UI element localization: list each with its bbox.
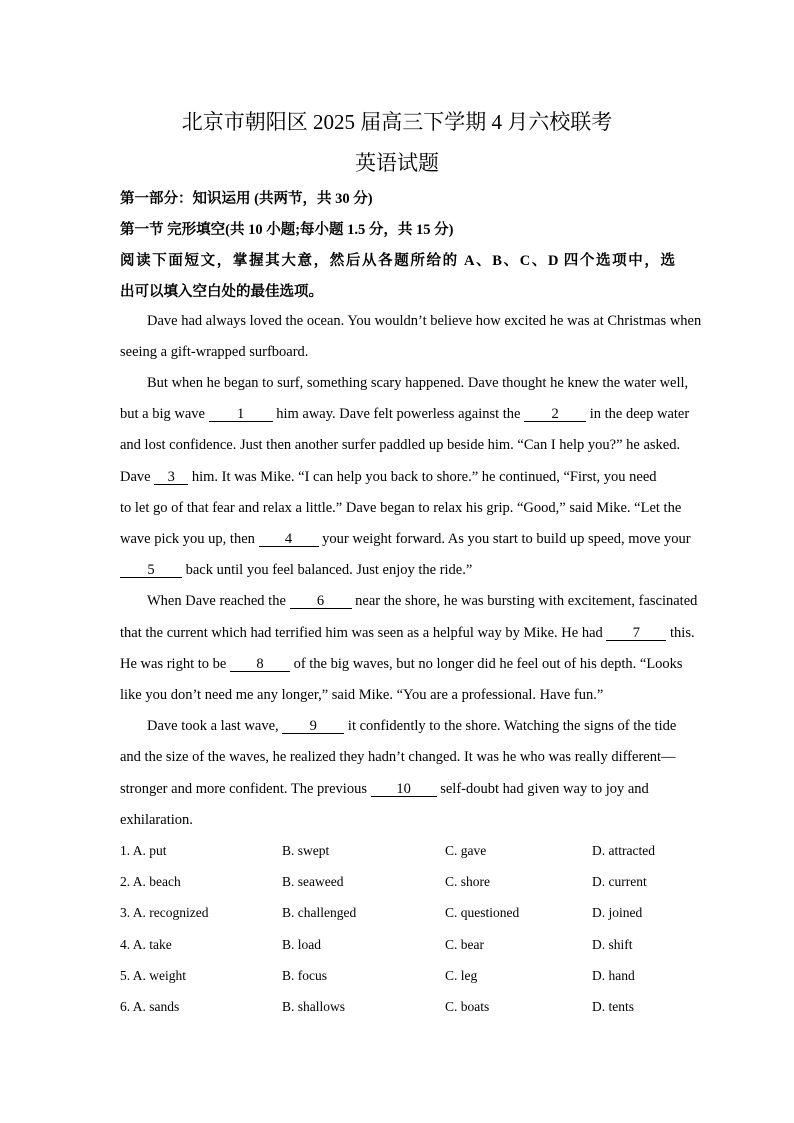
option-d[interactable]: D. joined <box>592 905 643 920</box>
part1-heading: 第一部分：知识运用 (共两节，共 30 分) <box>120 191 373 207</box>
option-b[interactable]: B. focus <box>282 968 327 983</box>
passage-line: stronger and more confident. The previous 10 self-doubt had given way to joy and <box>120 781 649 797</box>
option-a[interactable]: 5. A. weight <box>120 968 186 983</box>
option-a[interactable]: 4. A. take <box>120 937 172 952</box>
blank-4[interactable]: 4 <box>259 532 319 547</box>
passage-line: like you don’t need me any longer,” said Mike. “You are a professional. Have fun.” <box>120 687 604 703</box>
option-c[interactable]: C. bear <box>445 937 484 952</box>
exam-subtitle: 英语试题 <box>355 151 439 175</box>
passage-line: Dave 3 him. It was Mike. “I can help you back to shore.” he continued, “First, you need <box>120 469 657 485</box>
passage-line: But when he began to surf, something scary happened. Dave thought he knew the water well, <box>147 375 689 391</box>
passage-line: wave pick you up, then 4 your weight forward. As you start to build up speed, move your <box>120 531 691 547</box>
blank-9[interactable]: 9 <box>282 719 344 734</box>
blank-8[interactable]: 8 <box>230 657 290 672</box>
option-c[interactable]: C. boats <box>445 999 490 1014</box>
option-b[interactable]: B. load <box>282 937 321 952</box>
passage-line: When Dave reached the 6 near the shore, he was bursting with excitement, fascinated <box>147 593 698 609</box>
exam-title: 北京市朝阳区 2025 届高三下学期 4 月六校联考 <box>181 110 613 134</box>
section1-heading: 第一节 完形填空(共 10 小题;每小题 1.5 分，共 15 分) <box>120 222 454 238</box>
option-d[interactable]: D. attracted <box>592 843 655 858</box>
option-b[interactable]: B. swept <box>282 843 330 858</box>
blank-7[interactable]: 7 <box>606 626 666 641</box>
option-a[interactable]: 3. A. recognized <box>120 905 209 920</box>
passage-line: seeing a gift-wrapped surfboard. <box>120 344 309 360</box>
blank-5[interactable]: 5 <box>120 563 182 578</box>
option-c[interactable]: C. questioned <box>445 905 520 920</box>
instruction-line-2: 出可以填入空白处的最佳选项。 <box>120 284 323 300</box>
blank-3[interactable]: 3 <box>154 470 188 485</box>
passage-line: Dave took a last wave, 9 it confidently to the shore. Watching the signs of the tide <box>147 718 677 734</box>
option-a[interactable]: 1. A. put <box>120 843 167 858</box>
blank-1[interactable]: 1 <box>209 407 273 422</box>
option-b[interactable]: B. challenged <box>282 905 357 920</box>
option-b[interactable]: B. shallows <box>282 999 346 1014</box>
option-c[interactable]: C. gave <box>445 843 487 858</box>
option-c[interactable]: C. shore <box>445 874 490 889</box>
option-a[interactable]: 6. A. sands <box>120 999 180 1014</box>
passage-line: that the current which had terrified him was seen as a helpful way by Mike. He had 7 this. <box>120 625 695 641</box>
passage-line: and the size of the waves, he realized they hadn’t changed. It was he who was really different— <box>120 749 676 765</box>
passage-line: exhilaration. <box>120 812 193 828</box>
option-c[interactable]: C. leg <box>445 968 478 983</box>
passage-line: to let go of that fear and relax a little.” Dave began to relax his grip. “Good,” said Mike. “Let the <box>120 500 682 516</box>
option-d[interactable]: D. current <box>592 874 647 889</box>
passage-line: 5 back until you feel balanced. Just enjoy the ride.” <box>120 562 675 579</box>
passage-line: He was right to be 8 of the big waves, but no longer did he feel out of his depth. “Looks <box>120 656 683 672</box>
option-d[interactable]: D. shift <box>592 937 633 952</box>
passage-line: Dave had always loved the ocean. You wouldn’t believe how excited he was at Christmas when <box>147 313 702 329</box>
option-b[interactable]: B. seaweed <box>282 874 344 889</box>
passage-line: and lost confidence. Just then another surfer paddled up beside him. “Can I help you?” he asked. <box>120 437 681 453</box>
option-d[interactable]: D. hand <box>592 968 635 983</box>
instruction-line-1: 阅读下面短文，掌握其大意，然后从各题所给的 A、B、C、D 四个选项中，选 <box>120 253 675 269</box>
option-d[interactable]: D. tents <box>592 999 634 1014</box>
option-a[interactable]: 2. A. beach <box>120 874 181 889</box>
blank-6[interactable]: 6 <box>290 594 352 609</box>
blank-10[interactable]: 10 <box>371 782 437 797</box>
passage-line: but a big wave 1 him away. Dave felt powerless against the 2 in the deep water <box>120 406 690 422</box>
blank-2[interactable]: 2 <box>524 407 586 422</box>
